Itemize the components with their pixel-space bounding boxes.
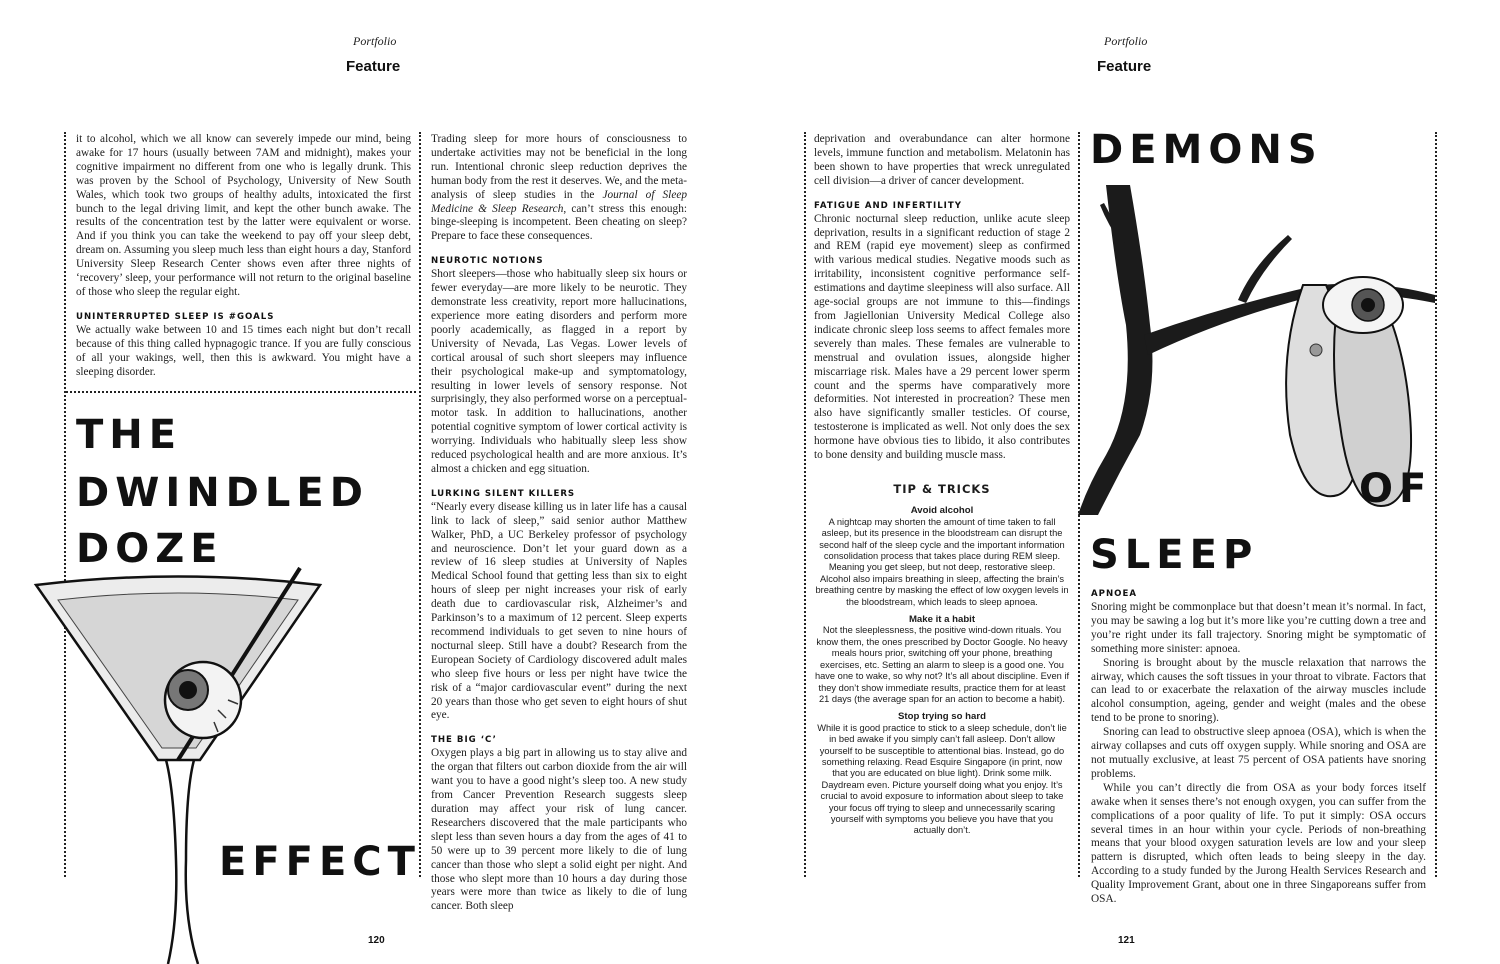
- martini-stem: [166, 760, 176, 964]
- body-paragraph: We actually wake between 10 and 15 times each night but don’t recall because of this thing called hypnagogic trance. If you are fully conscious of all your wakings, well, then this is awkward. You might have a sleeping disorder.: [76, 323, 411, 378]
- subheading: THE BIG ‘C’: [431, 735, 497, 746]
- body-paragraph: Snoring can lead to obstructive sleep apnoea (OSA), which is when the airway collapses and cuts off oxygen supply. While snoring and OSA are not mutually exclusive, at least 75 percent of OSA patients have snoring problems.: [1091, 726, 1426, 780]
- body-paragraph: Oxygen plays a big part in allowing us to stay alive and the organ that filters out carbon dioxide from the air will want you to have a good night’s sleep too. A new study from Cancer Prevention Research suggests sleep duration may affect your risk of lung cancer. Researchers discovered that the male participants who slept less than seven hours a day from the ages of 41 to 50 were up to 39 percent more likely to die of lung cancer than those who slept a solid eight per night. And those who slept more than 10 hours a day during those years were more than twice as likely to die of lung cancer. Both sleep: [431, 747, 687, 913]
- martini-eyeball-illustration: [28, 560, 328, 964]
- headline-line-1: THE: [76, 412, 183, 458]
- eyeball-pupil: [1361, 298, 1375, 312]
- tip-heading: Make it a habit: [908, 614, 976, 626]
- lung-spot: [1310, 344, 1322, 356]
- tip-heading: Stop trying so hard: [898, 711, 986, 723]
- body-paragraph: it to alcohol, which we all know can severely impede our mind, being awake for 17 hours (usually between 7AM and midnight), makes your cognitive impairment no different from one who is legally drunk. This was proven by the School of Psychology, University of New South Wales, which took two groups of healthy adults, intoxicated the first bunch to the legal driving limit, and kept the other bunch awake. The results of the concentration test by the latter were equivalent or worse. And if you think you can take the weekend to pay off your sleep debt, dream on. Assuming you sleep much less than eight hours a day, Stanford University Sleep Research Center shows even after three nights of ‘recovery’ sleep, your performance will not return to the original baseline of those who sleep the regular eight.: [76, 133, 411, 298]
- section-label-left: Portfolio: [353, 34, 397, 48]
- headline-line-2: DWINDLED: [76, 470, 369, 516]
- headline-line-3: SLEEP: [1090, 532, 1259, 578]
- column-rule: [419, 132, 421, 877]
- body-paragraph: deprivation and overabundance can alter hormone levels, immune function and metabolism. Melatonin has been shown to have properties that wreck unregulated cell division—a driver of cancer development.: [814, 133, 1070, 187]
- column-rule: [804, 132, 806, 877]
- body-paragraph: “Nearly every disease killing us in later life has a causal link to lack of sleep,” said senior author Matthew Walker, PhD, a UC Berkeley professor of psychology and neuroscience. Don’t let your guard down as a review of 16 sleep studies at University of Naples Medical School found that getting less than six to eight hours of sleep per night increases your risk of early death due to cardiovascular risk, Alzheimer’s and Parkinson’s to a maximum of 12 percent. Sleep experts recommend individuals to get seven to nine hours of nocturnal sleep. Still have a doubt? Research from the European Society of Cardiology discovered adult males who sleep five hours or less per night have twice the risk of a “major cardiovascular event” during the next 20 years than those who get seven to eight hours of shut eye.: [431, 500, 687, 722]
- headline-line-2: OF: [1359, 466, 1433, 512]
- subheading: APNOEA: [1091, 589, 1137, 599]
- page-number-right: 121: [1118, 935, 1135, 946]
- tips-title: TIP & TRICKS: [893, 482, 991, 496]
- section-divider: [66, 391, 416, 393]
- tips-box: [814, 484, 1070, 837]
- feature-label-left: Feature: [346, 58, 401, 75]
- feature-label-right: Feature: [1097, 58, 1152, 75]
- body-paragraph: Snoring is brought about by the muscle relaxation that narrows the airway, which causes the soft tissues in your throat to vibrate. Factors that can lead to or exacerbate the relaxation of the airway muscles include alcohol consumption, ageing, gender and weight (males and the obese tend to be prone to snoring).: [1091, 656, 1426, 725]
- journal-title: Journal of Sleep Medicine & Sleep Research: [431, 188, 687, 215]
- body-paragraph: Short sleepers—those who habitually sleep six hours or fewer everyday—are more likely to be neurotic. They demonstrate less creativity, report more hallucinations, experience more eating disorders and perform more poorly academically, as flagged in a report by University of Nevada, Las Vegas. Lower levels of cortical arousal of such short sleepers may influence their psychological make-up and symptomatology, resulting in lower levels of sensory response. Not surprisingly, they also performed worse on a perceptual-motor task. In addition to hallucinations, another potential cognitive symptom of lower cortical activity is worrying. Individuals who habitually sleep less show reduced psychological health and are more anxious. It’s almost a chicken and egg situation.: [431, 268, 687, 475]
- martini-stem: [186, 760, 198, 964]
- tip-body: Not the sleeplessness, the positive wind-down rituals. You know them, the ones prescribed by Doctor Google. No heavy meals hours prior, switching off your phone, breathing exercises, etc. Setting an alarm to sleep is a good one. You have one to wake, so why not? It’s all about discipline. Even if they don’t show immediate results, practice them for at least 21 days (the average span for an action to become a habit).: [814, 625, 1070, 704]
- subheading: UNINTERRUPTED SLEEP IS #GOALS: [76, 311, 275, 322]
- tip-heading: Avoid alcohol: [910, 505, 974, 517]
- body-paragraph: While you can’t directly die from OSA as your body forces itself awake when it senses there’s not enough oxygen, you can suffer from the complications of a poor quality of life. To put it simply: OSA occurs several times in an hour within your cycle. Periods of non-breathing means that your blood oxygen saturation levels are low and your sleep pattern is disrupted, which often leads to being sleepy in the day. According to a study funded by the Jurong Health Services Research and Quality Improvement Grant, about one in three Singaporeans suffer from OSA.: [1091, 781, 1426, 906]
- body-paragraph: Snoring might be commonplace but that doesn’t mean it’s normal. In fact, you may be sawing a log but it’s more like you’re cutting down a tree and you’re right under its fall trajectory. Snoring might be symptomatic of something more sinister: apnoea.: [1091, 601, 1426, 655]
- right-column-1: [814, 133, 1070, 468]
- text-run: Trading sleep for more hours of consciousness to undertake activities may not be beneficial in the long run. Intentional chronic sleep reduction deprives the human body from the rest it deserves. We, and the meta-analysis of sleep studies in the: [431, 133, 687, 201]
- subheading: FATIGUE AND INFERTILITY: [814, 200, 962, 211]
- subheading: NEUROTIC NOTIONS: [431, 256, 544, 267]
- body-paragraph: [431, 133, 687, 244]
- left-column-2: [431, 133, 687, 913]
- text-run: , can’t stress this enough: binge-sleeping is incompetent. Been cheating on sleep? Prepare to face these consequences.: [431, 202, 687, 243]
- headline-line-4: EFFECT: [219, 839, 421, 885]
- left-column-1: [76, 133, 411, 378]
- headline-line-1: DEMONS: [1090, 127, 1323, 173]
- branch-twig: [1238, 235, 1292, 303]
- right-column-2: [1091, 588, 1426, 906]
- subheading: LURKING SILENT KILLERS: [431, 488, 576, 499]
- eyeball-pupil: [179, 681, 197, 699]
- page-number-left: 120: [368, 935, 385, 946]
- section-label-right: Portfolio: [1104, 34, 1148, 48]
- tip-body: A nightcap may shorten the amount of time taken to fall asleep, but its presence in the bloodstream can disrupt the second half of the sleep cycle and the important information consolidation process that takes place during REM sleep. Meaning you get sleep, but not deep, restorative sleep. Alcohol also impairs breathing in sleep, affecting the brain’s breathing centre by masking the effect of low oxygen levels in the bloodstream, which leads to sleep apnoea.: [815, 516, 1069, 607]
- tip-body: While it is good practice to stick to a sleep schedule, don’t lie in bed awake if you simply can’t fall asleep. Don’t allow yourself to be susceptible to attentional bias. Instead, go do something relaxing. Read Esquire Singapore (in print, now that you are educated on blue light). Drink some milk. Daydream even. Picture yourself doing what you enjoy. It’s crucial to avoid exposure to information about sleep to take your focus off trying to sleep and unnecessarily scaring yourself with symptoms you believe you have that you actually don’t.: [817, 722, 1067, 836]
- body-paragraph: Chronic nocturnal sleep reduction, unlike acute sleep deprivation, results in a significant reduction of stage 2 and REM (rapid eye movement) sleep as confirmed with various medical studies. Negative moods such as irritability, inconsistent cognitive performance self-estimations and daytime sleepiness will also surface. All age-social groups are not immune to this—findings from Jagiellonian University Medical College also indicate chronic sleep loss seems to affect females more severely than males. These females are vulnerable to menstrual and ovulation issues, alongside higher miscarriage risk. Males have a 29 percent lower sperm count and the sperms have comparatively more deformities. Not interested in procreation? These men also have significantly smaller testicles. Of course, testosterone is implicated as well. Not only does the sex hormone have obvious ties to libido, it also contributes to bone density and building muscle mass.: [814, 212, 1070, 462]
- headline-line-3: DOZE: [76, 526, 224, 572]
- column-rule: [1435, 132, 1437, 877]
